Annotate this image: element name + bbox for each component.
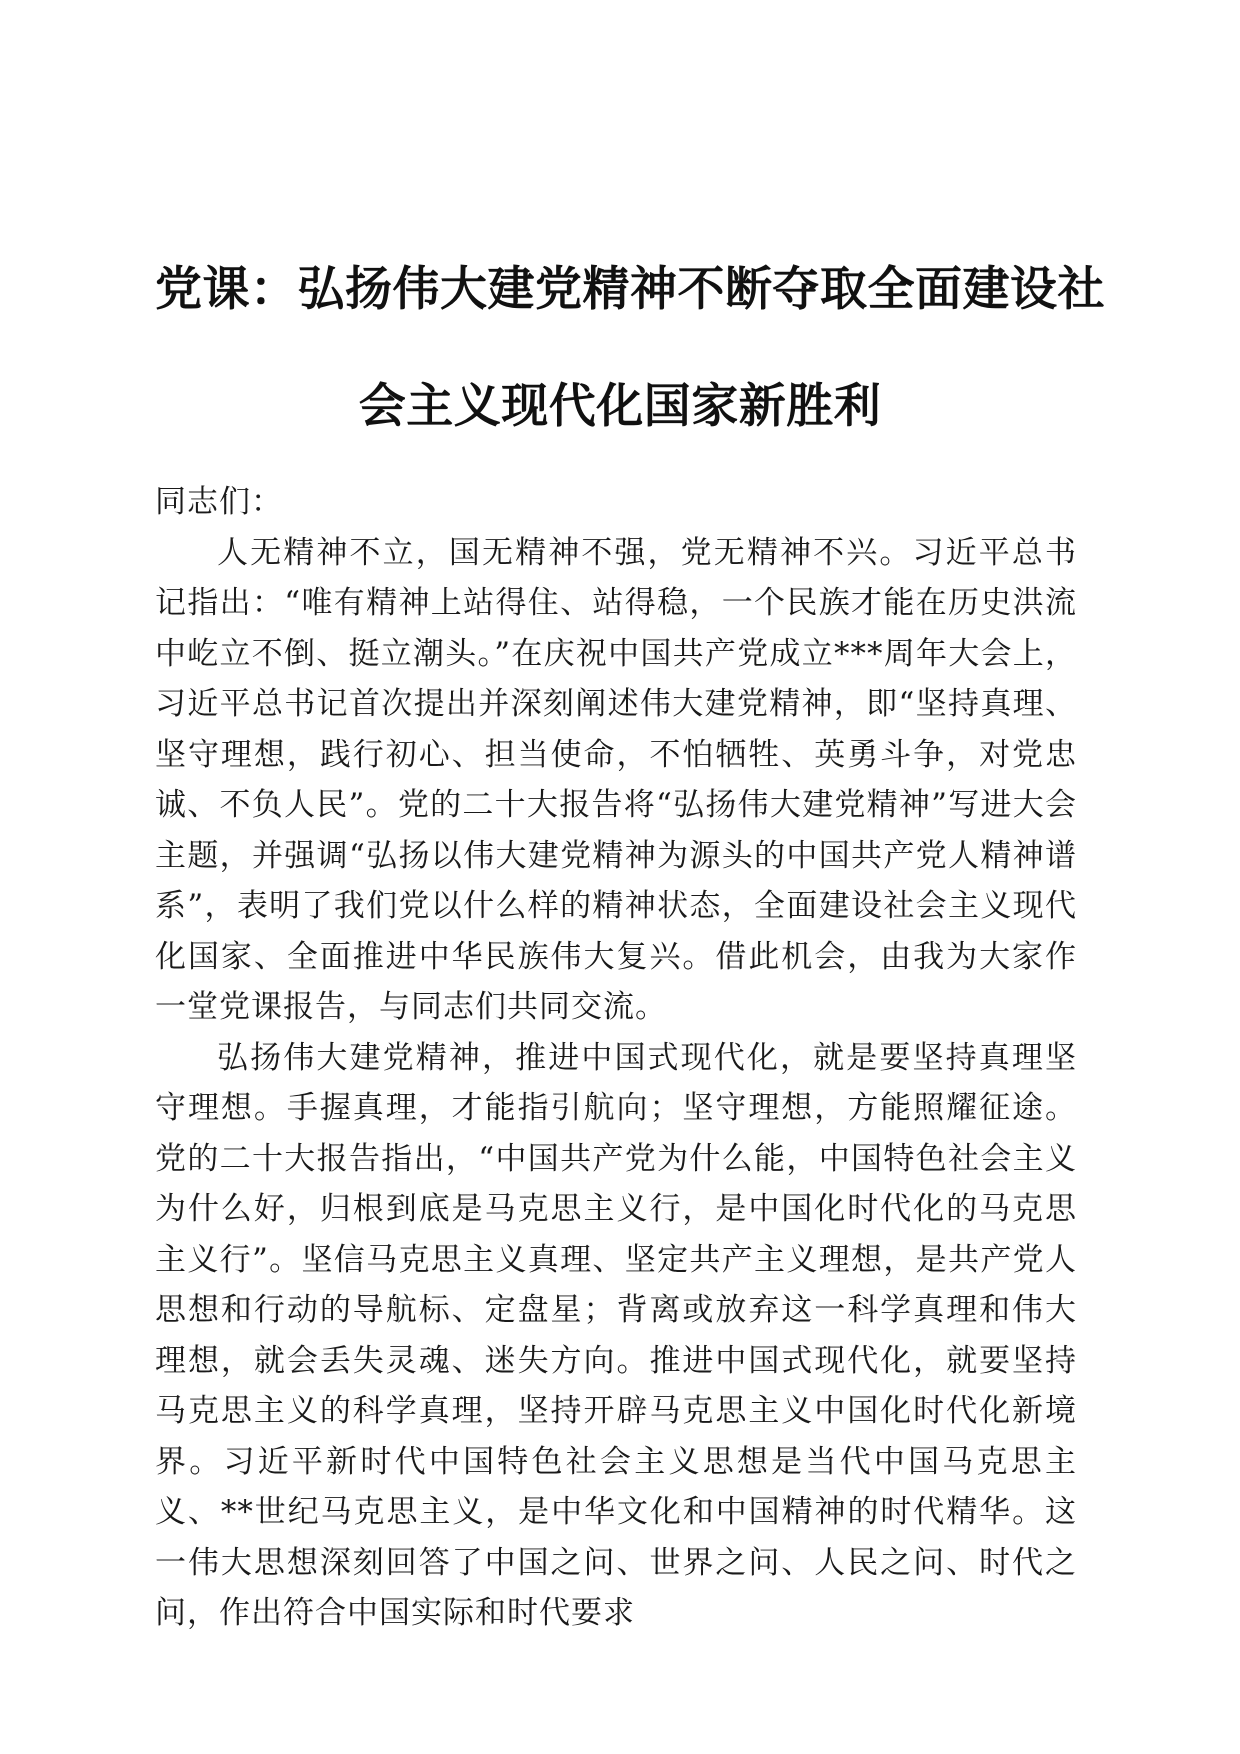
salutation: 同志们： — [155, 484, 283, 520]
document-title-line-2: 会主义现代化国家新胜利 — [358, 379, 882, 435]
document-body — [155, 477, 1077, 1639]
document-title-line-1: 党课：弘扬伟大建党精神不断夺取全面建设社 — [155, 262, 1105, 318]
paragraph-1: 人无精神不立，国无精神不强，党无精神不兴。习近平总书记指出：“唯有精神上站得住、站得稳，一个民族才能在历史洪流中屹立不倒、挺立潮头。”在庆祝中国共产党成立***周年大会上，习近平总书记首次提出并深刻阐述伟大建党精神，即“坚持真理、坚守理想，践行初心、担当使命，不怕牺牲、英勇斗争，对党忠诚、不负人民”。党的二十大报告将“弘扬伟大建党精神”写进大会主题，并强调“弘扬以伟大建党精神为源头的中国共产党人精神谱系”，表明了我们党以什么样的精神状态，全面建设社会主义现代化国家、全面推进中华民族伟大复兴。借此机会，由我为大家作一堂党课报告，与同志们共同交流。 — [155, 534, 1077, 1025]
paragraph-2: 弘扬伟大建党精神，推进中国式现代化，就是要坚持真理坚守理想。手握真理，才能指引航向；坚守理想，方能照耀征途。党的二十大报告指出，“中国共产党为什么能，中国特色社会主义为什么好，归根到底是马克思主义行，是中国化时代化的马克思主义行”。坚信马克思主义真理、坚定共产主义理想，是共产党人思想和行动的导航标、定盘星；背离或放弃这一科学真理和伟大理想，就会丢失灵魂、迷失方向。推进中国式现代化，就要坚持马克思主义的科学真理，坚持开辟马克思主义中国化时代化新境界。习近平新时代中国特色社会主义思想是当代中国马克思主义、**世纪马克思主义，是中华文化和中国精神的时代精华。这一伟大思想深刻回答了中国之问、世界之问、人民之问、时代之问，作出符合中国实际和时代要求 — [155, 1039, 1077, 1631]
